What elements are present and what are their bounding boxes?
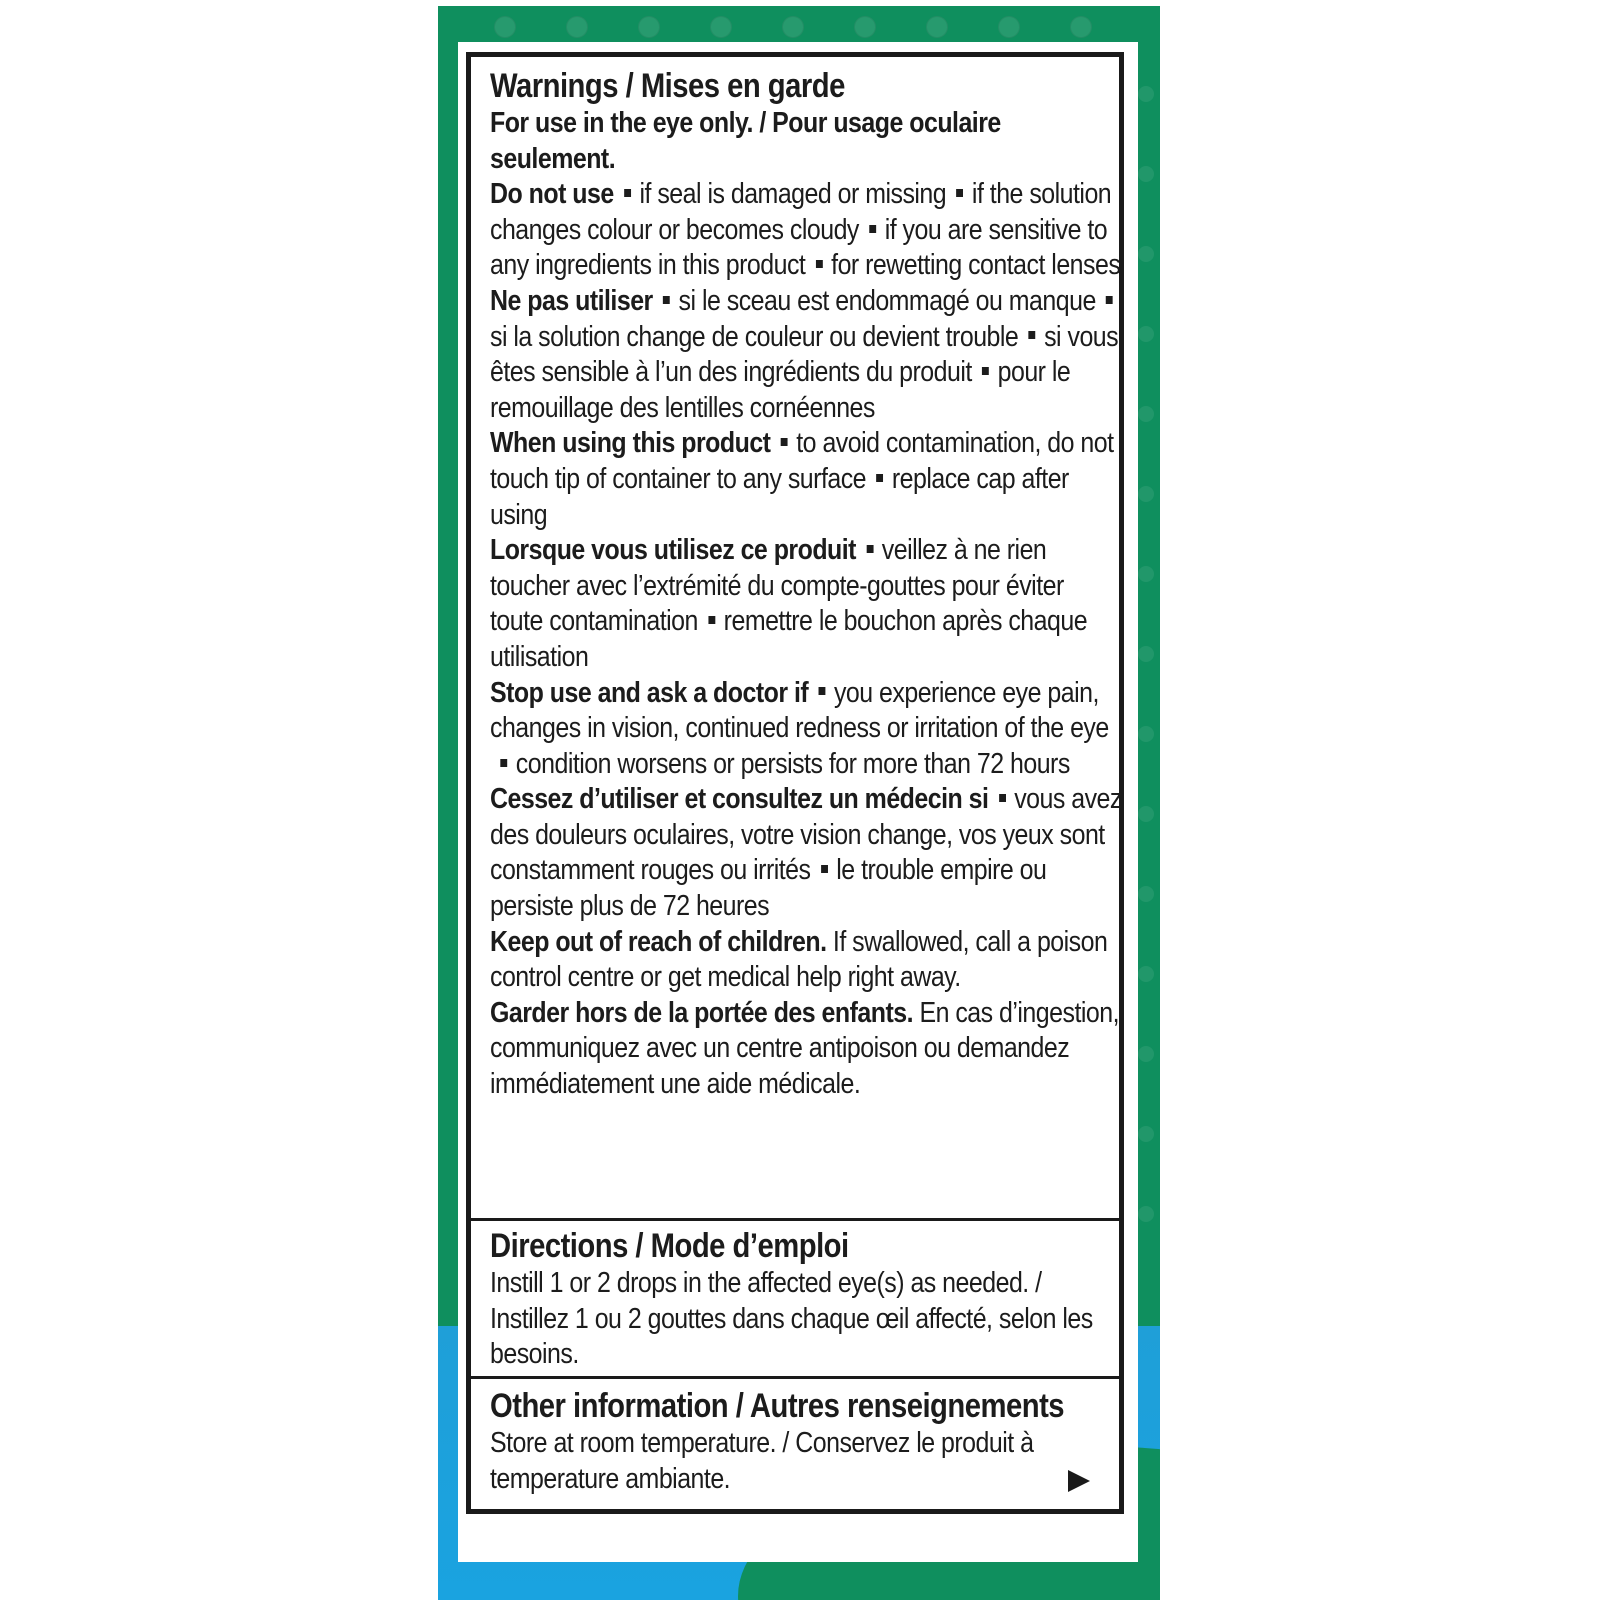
stop-use-item: you experience eye pain, changes in vision, continued redness or irritation of the eye [490, 676, 1109, 745]
ne-pas-utiliser-item: si le sceau est endommagé ou manque [678, 284, 1096, 317]
cessez-block [490, 782, 1123, 924]
other-information-section [490, 1386, 1120, 1497]
directions-text: Instill 1 or 2 drops in the affected eye(s) as needed. / Instillez 1 ou 2 gouttes dans chaque œil affecté, selon les besoins. [490, 1267, 1093, 1371]
when-using-block [490, 426, 1123, 533]
decorative-dot [1138, 486, 1154, 502]
do-not-use-item: if seal is damaged or missing [639, 178, 947, 211]
ne-pas-utiliser-label: Ne pas utiliser [490, 284, 653, 317]
decorative-dot [926, 16, 948, 38]
bullet-icon [876, 474, 883, 482]
decorative-dot [1138, 646, 1154, 662]
ne-pas-utiliser-item: si la solution change de couleur ou devient trouble [490, 320, 1019, 353]
do-not-use-block [490, 177, 1123, 284]
do-not-use-item: for rewetting contact lenses [831, 249, 1121, 282]
decorative-dot [1138, 806, 1154, 822]
keep-out-label: Keep out of reach of children. [490, 925, 827, 958]
decorative-dot [566, 16, 588, 38]
lorsque-block [490, 533, 1123, 675]
decorative-dot [1138, 326, 1154, 342]
bullet-icon [866, 545, 873, 553]
bullet-icon [869, 225, 876, 233]
keep-out-block [490, 925, 1123, 996]
decorative-dot [1138, 726, 1154, 742]
ne-pas-utiliser-item: si vous êtes sensible à l’un des ingrédients du produit [490, 320, 1119, 389]
do-not-use-item: if the solution changes colour or becomes cloudy [490, 178, 1112, 246]
decorative-dot [998, 16, 1020, 38]
decorative-dot [1138, 1206, 1154, 1222]
bullet-icon [999, 794, 1006, 802]
bullet-icon [500, 759, 507, 767]
other-information-text: Store at room temperature. / Conservez le produit à temperature ambiante. [490, 1427, 1034, 1495]
garder-block [490, 996, 1123, 1103]
decorative-dot [854, 16, 876, 38]
ne-pas-utiliser-item: pour le remouillage des lentilles cornéennes [490, 356, 1071, 424]
stop-use-label: Stop use and ask a doctor if [490, 676, 809, 709]
garder-text: En cas d’ingestion, communiquez avec un centre antipoison ou demandez immédiatement une aide médicale. [490, 996, 1120, 1101]
decorative-dot [1138, 566, 1154, 582]
decorative-dot [1138, 246, 1154, 262]
bullet-icon [821, 865, 828, 873]
cessez-item: vous avez des douleurs oculaires, votre vision change, vos yeux sont constamment rouges ou irrités [490, 783, 1122, 887]
decorative-dot [1138, 1046, 1154, 1062]
decorative-dot [1138, 86, 1154, 102]
stop-use-item: condition worsens or persists for more than 72 hours [515, 747, 1070, 780]
when-using-item: replace cap after using [490, 462, 1069, 531]
decorative-dot [1138, 886, 1154, 902]
directions-heading: Directions / Mode d’emploi [490, 1227, 849, 1265]
bullet-icon [982, 367, 989, 375]
ne-pas-utiliser-block [490, 284, 1123, 426]
lorsque-item: veillez à ne rien toucher avec l’extrémité du compte-gouttes pour éviter toute contamination [490, 534, 1064, 638]
when-using-item: to avoid contamination, do not touch tip of container to any surface [490, 427, 1114, 495]
decorative-dot [782, 16, 804, 38]
directions-section [490, 1226, 1120, 1373]
decorative-dot [1138, 1126, 1154, 1142]
warnings-heading: Warnings / Mises en garde [490, 67, 845, 105]
bullet-icon [708, 616, 715, 624]
decorative-dot [1138, 166, 1154, 182]
bullet-icon [818, 687, 825, 695]
cessez-item: le trouble empire ou persiste plus de 72 heures [490, 854, 1047, 923]
other-information-heading: Other information / Autres renseignements [490, 1387, 1065, 1425]
do-not-use-item: if you are sensitive to any ingredients in this product [490, 213, 1108, 282]
bullet-icon [816, 260, 823, 268]
lorsque-item: remettre le bouchon après chaque utilisation [490, 605, 1088, 673]
carton-top-dots [438, 6, 1160, 46]
bullet-icon [1029, 331, 1036, 339]
decorative-dot [710, 16, 732, 38]
bullet-icon [1106, 296, 1113, 304]
decorative-dot [1070, 16, 1092, 38]
do-not-use-label: Do not use [490, 178, 614, 211]
decorative-dot [1138, 406, 1154, 422]
lorsque-label: Lorsque vous utilisez ce produit [490, 534, 856, 567]
bullet-icon [624, 189, 631, 197]
when-using-label: When using this product [490, 427, 771, 460]
keep-out-text: If swallowed, call a poison control centre or get medical help right away. [490, 925, 1108, 994]
eye-only-statement: For use in the eye only. / Pour usage oculaire seulement. [490, 107, 1001, 175]
bullet-icon [956, 189, 963, 197]
decorative-dot [638, 16, 660, 38]
bullet-icon [781, 438, 788, 446]
stop-use-block [490, 676, 1123, 783]
garder-label: Garder hors de la portée des enfants. [490, 996, 914, 1029]
continue-arrow-icon [1068, 1470, 1090, 1492]
decorative-dot [494, 16, 516, 38]
warnings-section [490, 66, 1120, 1103]
decorative-dot [1138, 966, 1154, 982]
bullet-icon [663, 296, 670, 304]
cessez-label: Cessez d’utiliser et consultez un médecin si [490, 783, 989, 816]
